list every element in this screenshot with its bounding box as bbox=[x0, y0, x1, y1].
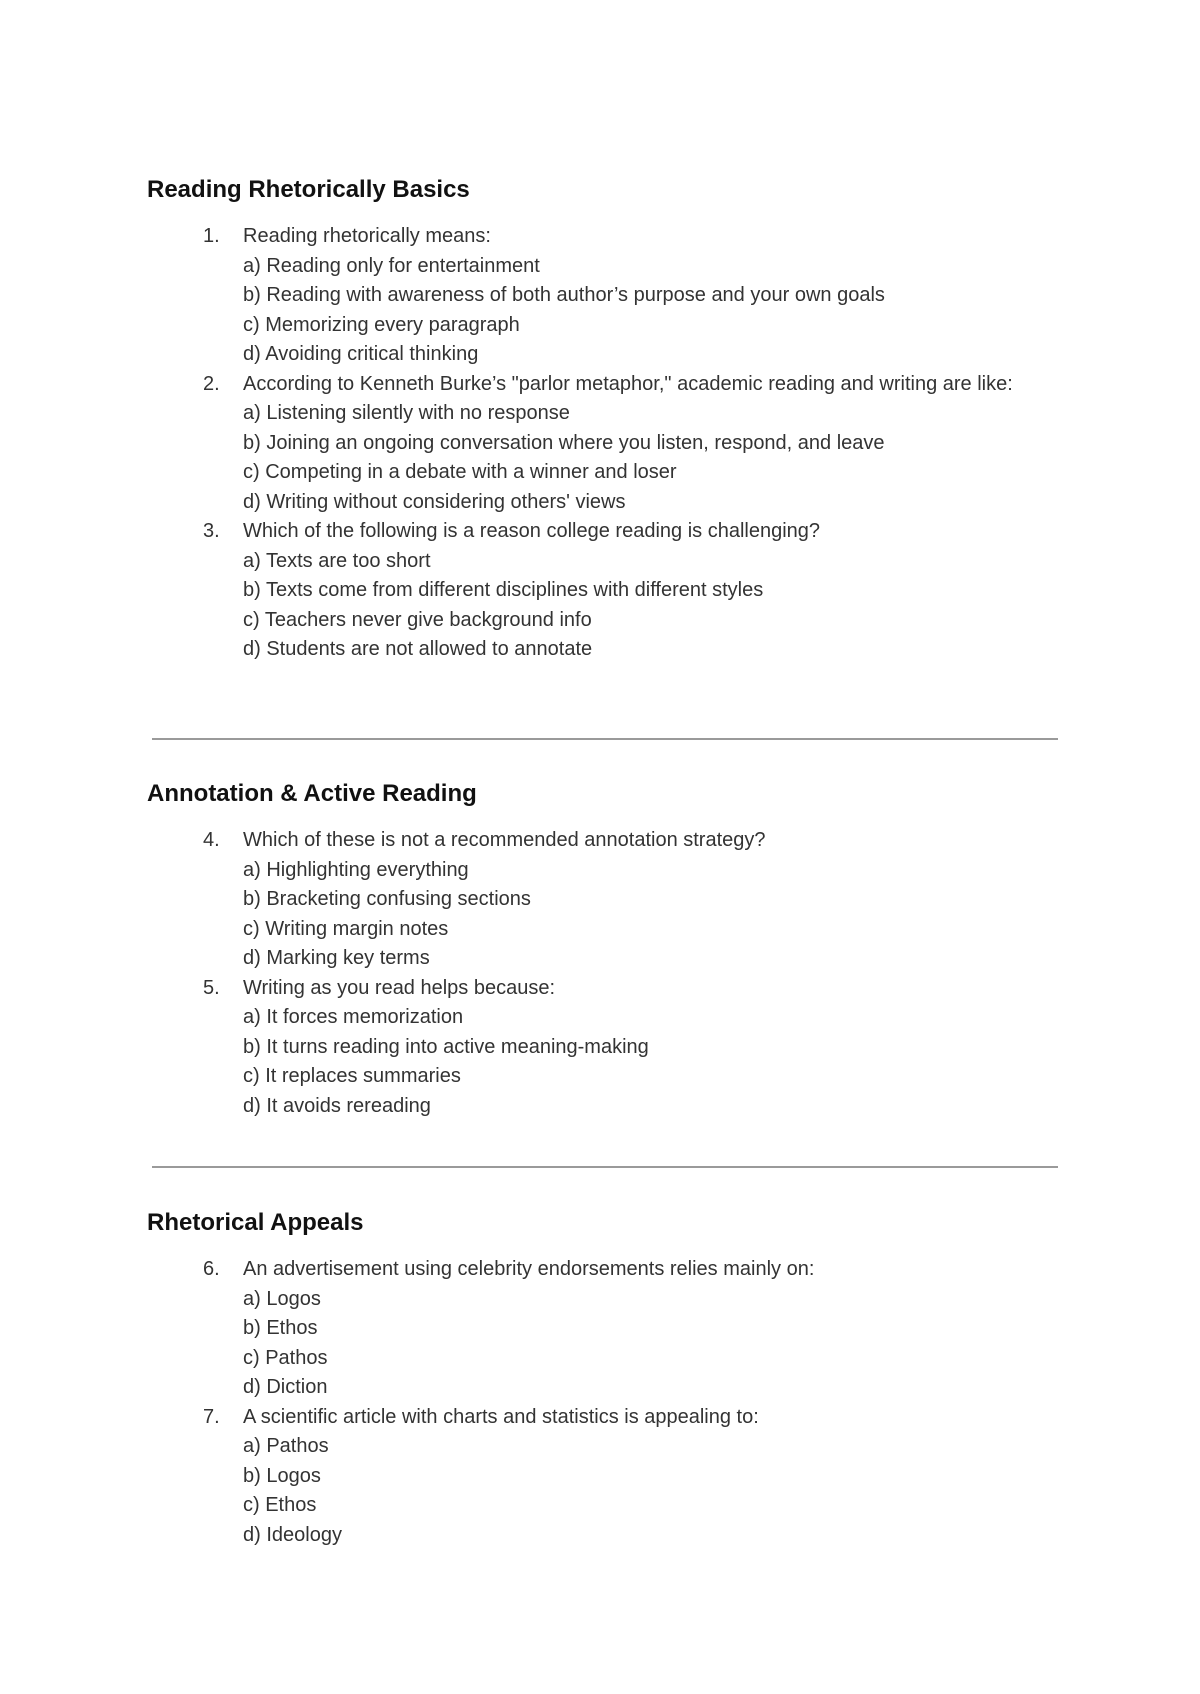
question-text: A scientific article with charts and statistics is appealing to: bbox=[243, 1405, 759, 1428]
question-7 bbox=[147, 1403, 1067, 1551]
question-3 bbox=[147, 517, 1067, 665]
section-title: Reading Rhetorically Basics bbox=[147, 176, 470, 203]
question-text: An advertisement using celebrity endorsements relies mainly on: bbox=[243, 1258, 815, 1280]
answer-option: c) It replaces summaries bbox=[243, 1065, 461, 1087]
question-6 bbox=[147, 1255, 1067, 1403]
question-number: 3. bbox=[203, 520, 220, 542]
answer-option: a) Pathos bbox=[243, 1435, 329, 1457]
section-annotation-active-reading bbox=[147, 780, 1067, 1121]
answer-option: b) Joining an ongoing conversation where you listen, respond, and leave bbox=[243, 431, 885, 454]
answer-option: a) It forces memorization bbox=[243, 1006, 464, 1028]
question-text: Writing as you read helps because: bbox=[243, 976, 556, 999]
answer-options bbox=[243, 1432, 1067, 1550]
answer-option: d) Writing without considering others' views bbox=[243, 490, 626, 513]
answer-options bbox=[243, 1285, 1067, 1403]
section-title: Annotation & Active Reading bbox=[147, 780, 477, 807]
answer-option: b) Reading with awareness of both author’s purpose and your own goals bbox=[243, 284, 885, 306]
answer-option: c) Pathos bbox=[243, 1346, 328, 1369]
question-text: Reading rhetorically means: bbox=[243, 225, 491, 247]
section-rhetorical-appeals bbox=[147, 1209, 1067, 1550]
section-title: Rhetorical Appeals bbox=[147, 1209, 364, 1236]
question-number: 6. bbox=[203, 1258, 220, 1280]
question-list bbox=[147, 1255, 1067, 1550]
question-1 bbox=[147, 222, 1067, 370]
answer-option: d) It avoids rereading bbox=[243, 1094, 431, 1117]
answer-option: d) Avoiding critical thinking bbox=[243, 343, 479, 365]
answer-option: c) Ethos bbox=[243, 1494, 317, 1516]
answer-options bbox=[243, 547, 1067, 665]
answer-option: c) Competing in a debate with a winner and loser bbox=[243, 461, 677, 483]
answer-options bbox=[243, 399, 1067, 517]
question-number: 4. bbox=[203, 829, 220, 851]
question-text: Which of these is not a recommended annotation strategy? bbox=[243, 829, 766, 851]
answer-option: a) Logos bbox=[243, 1287, 321, 1310]
answer-options bbox=[243, 252, 1067, 370]
answer-option: c) Writing margin notes bbox=[243, 917, 449, 940]
answer-option: d) Students are not allowed to annotate bbox=[243, 638, 593, 660]
question-list bbox=[147, 222, 1067, 665]
question-text: Which of the following is a reason college reading is challenging? bbox=[243, 520, 821, 542]
section-divider bbox=[152, 738, 1058, 740]
question-number: 5. bbox=[203, 976, 220, 999]
answer-option: c) Memorizing every paragraph bbox=[243, 313, 520, 336]
section-divider bbox=[152, 1166, 1058, 1168]
answer-option: b) Texts come from different disciplines with different styles bbox=[243, 579, 764, 601]
question-number: 2. bbox=[203, 372, 220, 395]
question-5 bbox=[147, 974, 1067, 1122]
section-reading-rhetorically-basics bbox=[147, 176, 1067, 665]
question-number: 1. bbox=[203, 225, 220, 247]
question-number: 7. bbox=[203, 1405, 220, 1428]
answer-option: b) Bracketing confusing sections bbox=[243, 888, 531, 910]
answer-option: b) It turns reading into active meaning-making bbox=[243, 1035, 649, 1058]
answer-options bbox=[243, 856, 1067, 974]
question-4 bbox=[147, 826, 1067, 974]
answer-option: d) Diction bbox=[243, 1376, 328, 1398]
answer-option: a) Texts are too short bbox=[243, 549, 431, 572]
answer-options bbox=[243, 1003, 1067, 1121]
question-text: According to Kenneth Burke’s "parlor metaphor," academic reading and writing are like: bbox=[243, 372, 1013, 395]
answer-option: b) Logos bbox=[243, 1464, 321, 1487]
answer-option: a) Listening silently with no response bbox=[243, 402, 570, 424]
answer-option: c) Teachers never give background info bbox=[243, 608, 592, 631]
question-2 bbox=[147, 370, 1067, 518]
question-list bbox=[147, 826, 1067, 1121]
answer-option: d) Marking key terms bbox=[243, 947, 430, 969]
answer-option: b) Ethos bbox=[243, 1317, 318, 1339]
answer-option: d) Ideology bbox=[243, 1523, 342, 1546]
answer-option: a) Highlighting everything bbox=[243, 858, 469, 881]
answer-option: a) Reading only for entertainment bbox=[243, 254, 540, 277]
